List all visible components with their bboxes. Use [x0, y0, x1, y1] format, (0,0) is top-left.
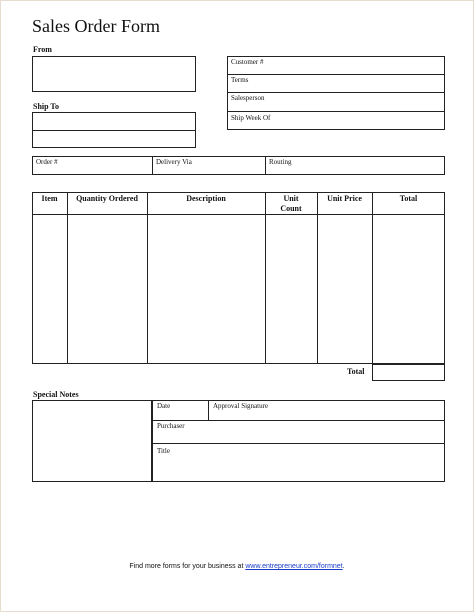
approval-signature-field[interactable]	[209, 401, 444, 420]
purchaser-field[interactable]	[153, 421, 444, 443]
page-title: Sales Order Form	[32, 16, 160, 36]
from-label: From	[33, 45, 52, 54]
divider	[227, 92, 445, 93]
divider	[227, 111, 445, 112]
title-label: Title	[157, 447, 170, 455]
special-notes-field[interactable]	[32, 400, 152, 482]
routing-label: Routing	[269, 158, 292, 166]
quantity-column-cell[interactable]	[68, 215, 147, 363]
ship-to-divider	[32, 130, 196, 131]
divider	[152, 156, 153, 175]
order-number-label: Order #	[36, 158, 58, 166]
terms-label: Terms	[231, 76, 249, 84]
footer	[0, 563, 474, 570]
description-header: Description	[186, 194, 226, 203]
divider	[227, 74, 445, 75]
grand-total-field[interactable]	[372, 364, 445, 381]
unit-count-header	[265, 194, 317, 214]
unit-count-column-cell[interactable]	[266, 215, 317, 363]
approval-signature-label: Approval Signature	[213, 402, 269, 410]
title-field[interactable]	[153, 444, 444, 481]
unit-count-header-line1: Unit	[283, 194, 299, 203]
ship-to-label: Ship To	[33, 102, 60, 111]
unit-price-column-cell[interactable]	[318, 215, 372, 363]
purchaser-label: Purchaser	[157, 422, 185, 430]
date-label: Date	[157, 402, 171, 410]
customer-number-label: Customer #	[231, 58, 264, 66]
salesperson-label: Salesperson	[231, 94, 265, 102]
total-column-cell[interactable]	[373, 215, 445, 363]
special-notes-label: Special Notes	[33, 390, 79, 399]
grand-total-label: Total	[347, 367, 365, 376]
footer-suffix: .	[342, 563, 345, 570]
quantity-ordered-header: Quantity Ordered	[76, 194, 138, 203]
total-header: Total	[399, 194, 418, 203]
date-field[interactable]	[153, 401, 208, 420]
delivery-via-label: Delivery Via	[156, 158, 192, 166]
description-column-cell[interactable]	[148, 215, 265, 363]
order-info-row	[32, 156, 445, 175]
ship-week-label: Ship Week Of	[231, 114, 271, 122]
unit-count-header-line2: Count	[280, 204, 302, 213]
footer-text: Find more forms for your business at	[129, 563, 244, 570]
item-header: Item	[41, 194, 58, 203]
unit-price-header: Unit Price	[327, 194, 362, 203]
from-field[interactable]	[32, 56, 196, 92]
footer-link[interactable]: www.entrepreneur.com/formnet	[245, 563, 343, 570]
item-column-cell[interactable]	[32, 215, 67, 363]
divider	[265, 156, 266, 175]
